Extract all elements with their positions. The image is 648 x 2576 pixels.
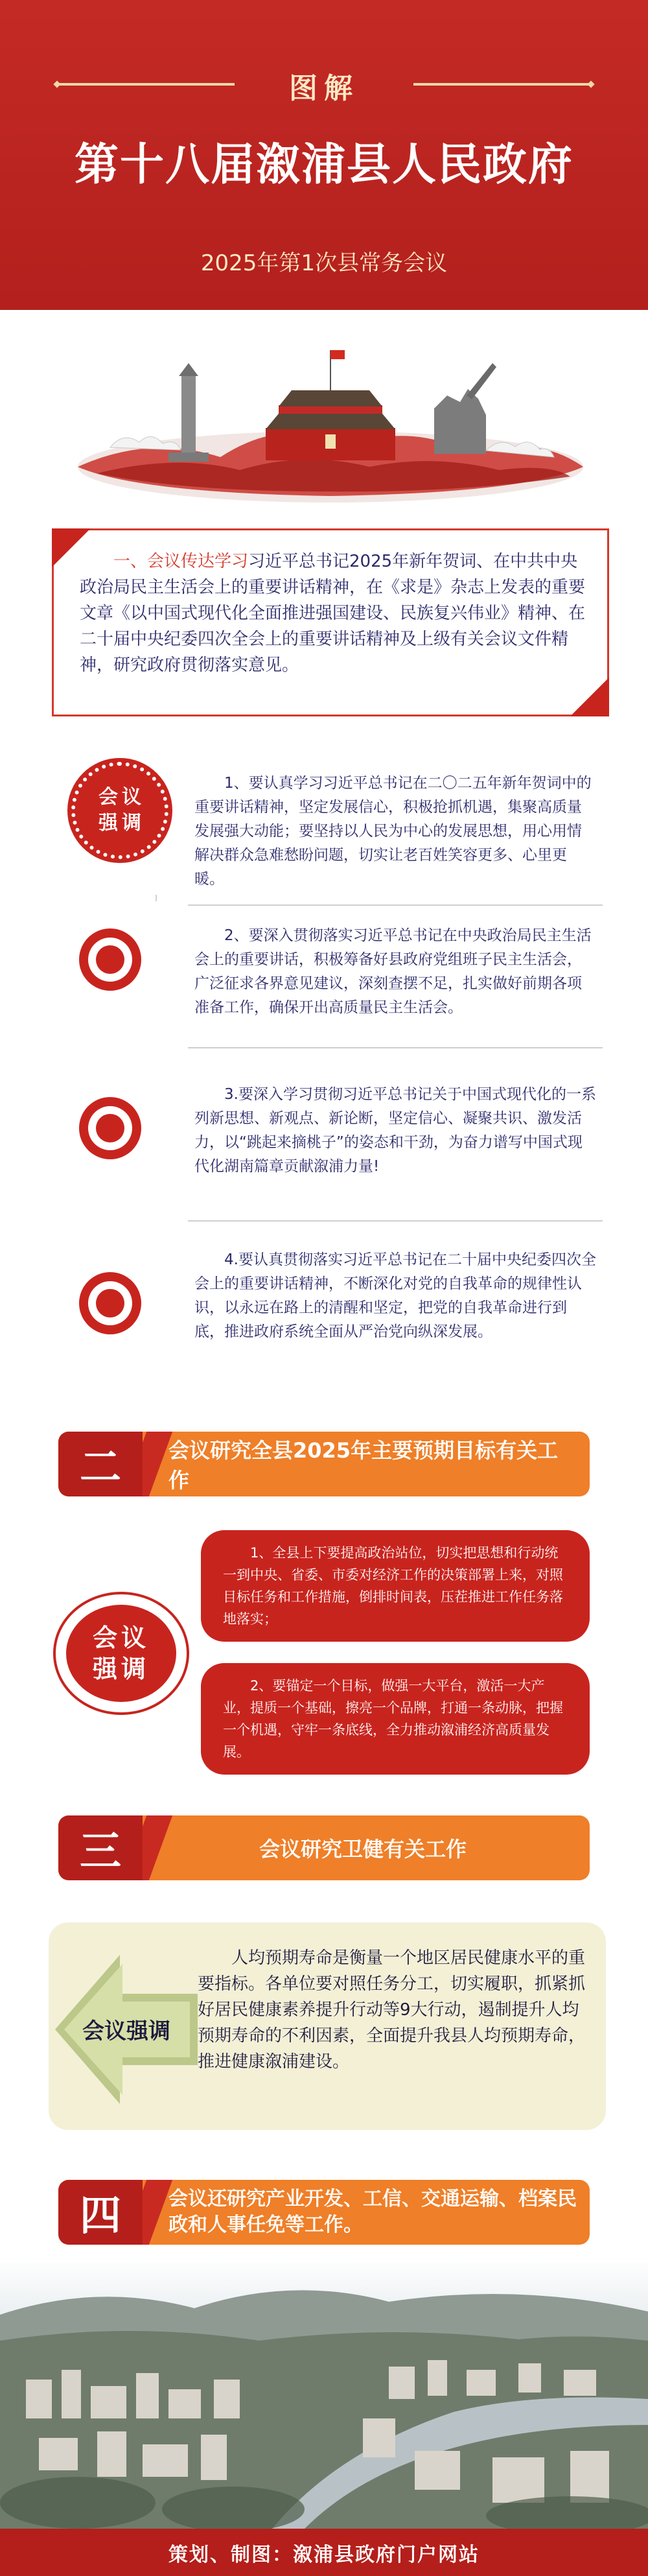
item-text: 4.要认真贯彻落实习近平总书记在二十届中央纪委四次全会上的重要讲话精神，不断深化对党的自我革命的规律性认识，以永远在路上的清醒和坚定，把党的自我革命进行到底，推进政府系统全面从严治党向纵深发展。 <box>194 1251 596 1340</box>
section1-item-4 <box>65 1248 596 1344</box>
section1-item-3 <box>65 1083 596 1179</box>
section3-banner <box>58 1815 590 1880</box>
section4-banner <box>58 2180 590 2245</box>
kicker-divider-right <box>413 83 588 86</box>
header-banner <box>0 0 648 310</box>
item-text: 3.要深入学习贯彻习近平总书记关于中国式现代化的一系列新思想、新观点、新论断，坚定信心、凝聚共识、激发活力，以“跳起来摘桃子”的姿态和干劲，为奋力谱写中国式现代化湖南篇章贡献溆浦力量! <box>194 1086 596 1175</box>
footer-credit: 策划、制图：溆浦县政府门户网站 <box>0 2529 648 2576</box>
meeting-emphasis-badge <box>53 1592 189 1715</box>
section-number: 四 <box>58 2180 143 2245</box>
point-text: 2、要锚定一个目标，做强一大平台，激活一大产业，提质一个基础，擦亮一个品牌，打通一条动脉，把握一个机遇，守牢一条底线，全力推动溆浦经济高质量发展。 <box>223 1678 563 1760</box>
divider <box>156 895 157 901</box>
divider <box>188 1047 603 1048</box>
point-text: 1、全县上下要提高政治站位，切实把思想和行动统一到中央、省委、市委对经济工作的决策部署上来，对照目标任务和工作措施，倒排时间表，压茬推进工作任务落地落实； <box>223 1545 563 1627</box>
page-subtitle: 2025年第1次县常务会议 <box>200 250 448 276</box>
section1-intro-box <box>52 528 609 716</box>
county-city-photo <box>0 2256 648 2529</box>
item-text: 2、要深入贯彻落实习近平总书记在中央政治局民主生活会上的重要讲话，积极筹备好县政府党组班子民主生活会，广泛征求各界意见建议，深刻查摆不足，扎实做好前期各项准备工作，确保开出高质量民主生活会。 <box>194 927 592 1016</box>
section3-text: 人均预期寿命是衡量一个地区居民健康水平的重要指标。各单位要对照任务分工，切实履职，抓紧抓好居民健康素养提升行动等9大行动，遏制提升人均预期寿命的不利因素，全面提升我县人均预期寿命，推进健康溆浦建设。 <box>198 1948 586 2072</box>
kicker-label: 图解 <box>289 72 359 105</box>
badge-label: 会议强调 <box>92 1623 150 1683</box>
section-title: 会议研究卫健有关工作 <box>259 1837 467 1861</box>
section1-intro-text <box>80 549 588 678</box>
section1-heading: 一、会议传达学习 <box>113 552 249 571</box>
section-title: 会议研究全县2025年主要预期目标有关工作 <box>168 1438 559 1493</box>
section-title: 会议还研究产业开发、工信、交通运输、档案民政和人事任免等工作。 <box>168 2188 577 2236</box>
page-title: 第十八届溆浦县人民政府 <box>74 139 573 191</box>
kicker-row <box>0 65 648 104</box>
section-number: 三 <box>58 1815 143 1880</box>
item-text: 1、要认真学习习近平总书记在二〇二五年新年贺词中的重要讲话精神，坚定发展信心，积极抢抓机遇，集聚高质量发展强大动能；要坚持以人民为中心的发展思想，用心用情解决群众急难愁盼问题，切实让老百姓笑容更多、心里更暖。 <box>194 775 592 888</box>
kicker-dot-left <box>53 80 60 88</box>
corner-decoration <box>570 678 609 716</box>
section3-badge: 会议强调 <box>82 2018 170 2044</box>
divider <box>188 1220 603 1222</box>
divider <box>188 904 603 906</box>
section-number: 二 <box>58 1432 143 1496</box>
section1-item-2 <box>65 924 596 1020</box>
tiananmen-illustration <box>71 337 590 506</box>
section1-intro-body: 习近平总书记2025年新年贺词、在中共中央政治局民主生活会上的重要讲话精神，在《求是》杂志上发表的重要文章《以中国式现代化全面推进强国建设、民族复兴伟业》精神、在二十届中央纪委四次全会上的重要讲话精神及上级有关会议文件精神，研究政府贯彻落实意见。 <box>80 552 586 675</box>
badge-label: 会议强调 <box>98 786 145 834</box>
kicker-dot-right <box>587 80 594 88</box>
section1-item-1 <box>65 772 596 892</box>
section2-banner <box>58 1432 590 1496</box>
section2-point-2 <box>201 1663 590 1775</box>
section2-point-1 <box>201 1530 590 1642</box>
kicker-divider-left <box>60 83 235 86</box>
